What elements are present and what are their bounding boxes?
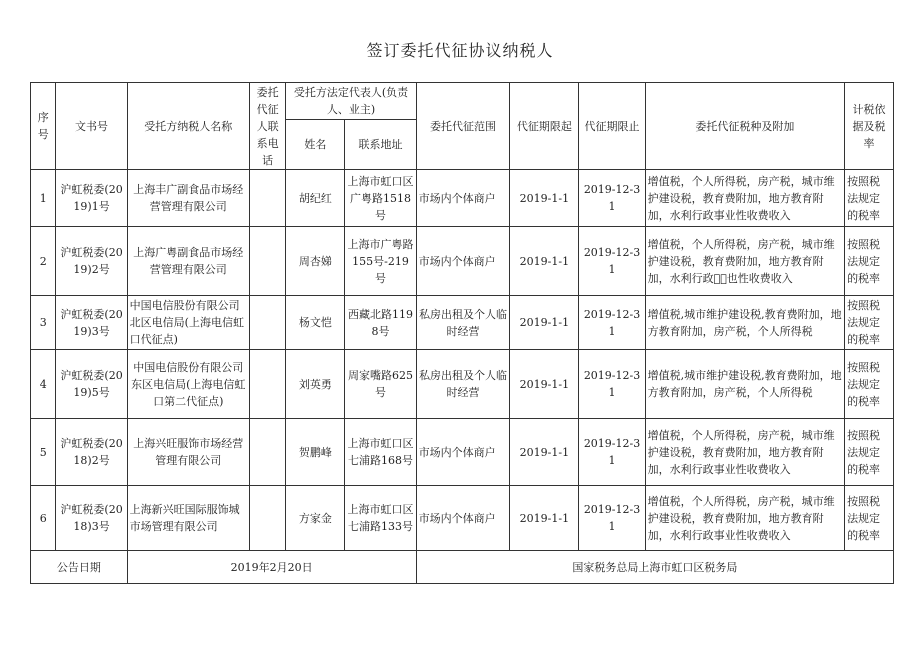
row-address: 上海市广粤路155号-219号 bbox=[345, 227, 416, 296]
row-address: 上海市虹口区广粤路1518号 bbox=[345, 170, 416, 227]
row-seq: 6 bbox=[31, 486, 56, 551]
header-tax-types: 委托代征税种及附加 bbox=[645, 83, 844, 170]
row-address: 周家嘴路625号 bbox=[345, 350, 416, 419]
table-row bbox=[31, 486, 894, 551]
row-start: 2019-1-1 bbox=[510, 419, 579, 486]
row-phone bbox=[249, 170, 286, 227]
row-taxes: 增值税，个人所得税，房产税，城市维护建设税，教育费附加，地方教育附加，水利行政事᷃也性收费收入 bbox=[645, 227, 844, 296]
row-address: 上海市虹口区七浦路168号 bbox=[345, 419, 416, 486]
row-scope: 私房出租及个人临时经营 bbox=[416, 350, 510, 419]
row-phone bbox=[249, 296, 286, 350]
row-scope: 市场内个体商户 bbox=[416, 419, 510, 486]
row-rep: 方家金 bbox=[286, 486, 345, 551]
row-name: 上海丰广副食品市场经营管理有限公司 bbox=[127, 170, 249, 227]
header-rep-name: 姓名 bbox=[286, 120, 345, 170]
header-start: 代征期限起 bbox=[510, 83, 579, 170]
row-name: 上海广粤副食品市场经营管理有限公司 bbox=[127, 227, 249, 296]
row-doc-no: 沪虹税委(2019)1号 bbox=[56, 170, 127, 227]
row-name: 上海兴旺服饰市场经营管理有限公司 bbox=[127, 419, 249, 486]
row-start: 2019-1-1 bbox=[510, 296, 579, 350]
row-basis: 按照税法规定的税率 bbox=[845, 170, 894, 227]
row-rep: 胡纪红 bbox=[286, 170, 345, 227]
row-name: 中国电信股份有限公司东区电信局(上海电信虹口第二代征点) bbox=[127, 350, 249, 419]
row-doc-no: 沪虹税委(2019)3号 bbox=[56, 296, 127, 350]
row-basis: 按照税法规定的税率 bbox=[845, 227, 894, 296]
header-scope: 委托代征范围 bbox=[416, 83, 510, 170]
footer-date: 2019年2月20日 bbox=[127, 551, 416, 584]
row-rep: 周杏娣 bbox=[286, 227, 345, 296]
row-basis: 按照税法规定的税率 bbox=[845, 296, 894, 350]
row-seq: 5 bbox=[31, 419, 56, 486]
row-basis: 按照税法规定的税率 bbox=[845, 350, 894, 419]
table-row bbox=[31, 419, 894, 486]
row-start: 2019-1-1 bbox=[510, 486, 579, 551]
row-end: 2019-12-31 bbox=[579, 486, 645, 551]
row-taxes: 增值税，个人所得税，房产税，城市维护建设税，教育费附加，地方教育附加，水利行政事业性收费收入 bbox=[645, 486, 844, 551]
row-rep: 刘英勇 bbox=[286, 350, 345, 419]
row-start: 2019-1-1 bbox=[510, 227, 579, 296]
row-seq: 1 bbox=[31, 170, 56, 227]
row-end: 2019-12-31 bbox=[579, 170, 645, 227]
row-end: 2019-12-31 bbox=[579, 419, 645, 486]
row-taxes: 增值税，个人所得税，房产税，城市维护建设税，教育费附加，地方教育附加，水利行政事业性收费收入 bbox=[645, 170, 844, 227]
table-row bbox=[31, 296, 894, 350]
row-basis: 按照税法规定的税率 bbox=[845, 419, 894, 486]
row-scope: 私房出租及个人临时经营 bbox=[416, 296, 510, 350]
row-start: 2019-1-1 bbox=[510, 170, 579, 227]
row-basis: 按照税法规定的税率 bbox=[845, 486, 894, 551]
row-end: 2019-12-31 bbox=[579, 350, 645, 419]
row-seq: 2 bbox=[31, 227, 56, 296]
row-scope: 市场内个体商户 bbox=[416, 170, 510, 227]
row-doc-no: 沪虹税委(2018)2号 bbox=[56, 419, 127, 486]
table-row bbox=[31, 170, 894, 227]
header-contact-phone: 委托代征人联系电话 bbox=[249, 83, 286, 170]
row-start: 2019-1-1 bbox=[510, 350, 579, 419]
header-rep-address: 联系地址 bbox=[345, 120, 416, 170]
row-taxes: 增值税，个人所得税，房产税，城市维护建设税，教育费附加，地方教育附加，水利行政事业性收费收入 bbox=[645, 419, 844, 486]
row-rep: 杨文恺 bbox=[286, 296, 345, 350]
row-phone bbox=[249, 350, 286, 419]
row-phone bbox=[249, 419, 286, 486]
header-end: 代征期限止 bbox=[579, 83, 645, 170]
footer-label: 公告日期 bbox=[31, 551, 128, 584]
row-name: 上海新兴旺国际服饰城市场管理有限公司 bbox=[127, 486, 249, 551]
row-end: 2019-12-31 bbox=[579, 296, 645, 350]
row-address: 西藏北路1198号 bbox=[345, 296, 416, 350]
row-phone bbox=[249, 227, 286, 296]
row-doc-no: 沪虹税委(2019)2号 bbox=[56, 227, 127, 296]
row-taxes: 增值税,城市维护建设税,教育费附加，地方教育附加，房产税，个人所得税 bbox=[645, 350, 844, 419]
header-seq: 序号 bbox=[31, 83, 56, 170]
table-row bbox=[31, 227, 894, 296]
row-seq: 3 bbox=[31, 296, 56, 350]
header-doc-no: 文书号 bbox=[56, 83, 127, 170]
row-taxes: 增值税,城市维护建设税,教育费附加，地方教育附加，房产税，个人所得税 bbox=[645, 296, 844, 350]
taxpayer-table bbox=[30, 82, 894, 584]
table-row bbox=[31, 350, 894, 419]
row-phone bbox=[249, 486, 286, 551]
row-name: 中国电信股份有限公司北区电信局(上海电信虹口代征点) bbox=[127, 296, 249, 350]
row-scope: 市场内个体商户 bbox=[416, 486, 510, 551]
row-end: 2019-12-31 bbox=[579, 227, 645, 296]
footer-authority: 国家税务总局上海市虹口区税务局 bbox=[416, 551, 893, 584]
row-seq: 4 bbox=[31, 350, 56, 419]
header-legal-rep: 受托方法定代表人(负责人、业主) bbox=[286, 83, 416, 120]
row-address: 上海市虹口区七浦路133号 bbox=[345, 486, 416, 551]
row-doc-no: 沪虹税委(2019)5号 bbox=[56, 350, 127, 419]
footer-row bbox=[31, 551, 894, 584]
row-rep: 贺鹏峰 bbox=[286, 419, 345, 486]
row-doc-no: 沪虹税委(2018)3号 bbox=[56, 486, 127, 551]
header-entrusted-name: 受托方纳税人名称 bbox=[127, 83, 249, 170]
header-basis: 计税依据及税率 bbox=[845, 83, 894, 170]
page-title: 签订委托代征协议纳税人 bbox=[366, 41, 554, 60]
row-scope: 市场内个体商户 bbox=[416, 227, 510, 296]
